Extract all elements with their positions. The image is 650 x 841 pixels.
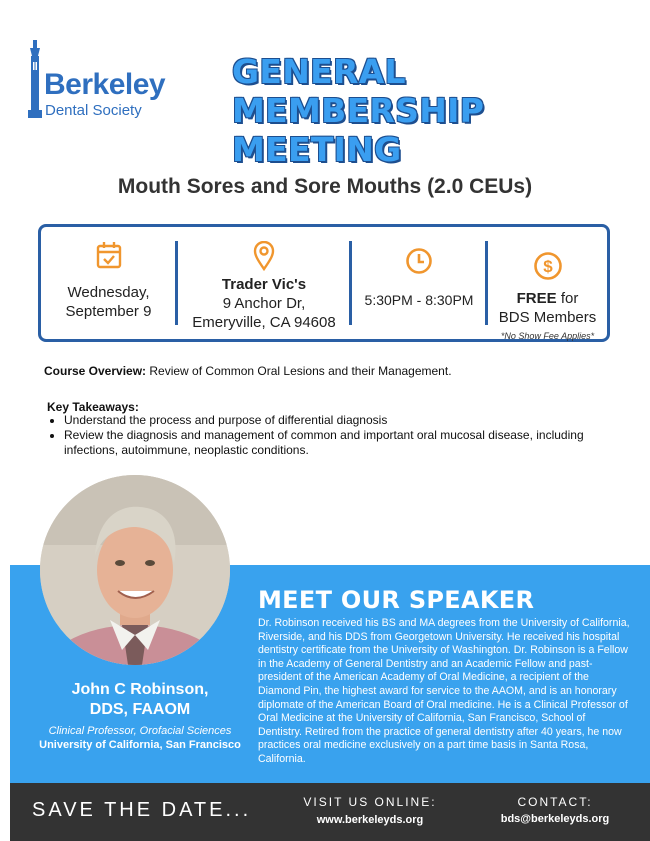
venue-name: Trader Vic's	[221, 276, 307, 293]
logo	[22, 40, 192, 120]
speaker-org: University of California, San Francisco	[39, 739, 241, 751]
contact-email-link[interactable]: bds@berkeleyds.org	[500, 813, 610, 825]
date-weekday: Wednesday,	[67, 284, 150, 301]
meeting-title	[232, 52, 642, 169]
price-for: for	[556, 290, 579, 307]
date-day: September 9	[65, 303, 152, 320]
list-item: • Understand the process and purpose of differential diagnosis	[64, 413, 624, 428]
meeting-title-line2: MEETING	[232, 130, 402, 169]
dollar-icon	[533, 251, 563, 281]
price-cell	[488, 227, 607, 339]
location-cell	[178, 227, 350, 339]
no-show-note: *No Show Fee Applies*	[500, 331, 595, 341]
course-title: Mouth Sores and Sore Mouths (2.0 CEUs)	[117, 175, 533, 198]
takeaways-heading: Key Takeaways:	[47, 400, 139, 414]
contact-heading: CONTACT:	[517, 795, 593, 809]
website-link[interactable]: www.berkeleyds.org	[316, 814, 424, 826]
price-text	[488, 289, 607, 346]
takeaways-list	[48, 413, 624, 458]
venue-street: 9 Anchor Dr,	[222, 295, 306, 312]
logo-subtitle: Dental Society	[45, 102, 142, 119]
course-overview	[44, 364, 452, 378]
calendar-icon	[96, 241, 122, 269]
date-cell	[41, 227, 176, 339]
price-members: BDS Members	[498, 309, 597, 326]
map-pin-icon	[253, 241, 275, 271]
meeting-title-line1: GENERAL MEMBERSHIP	[232, 52, 485, 130]
speaker-photo	[40, 475, 230, 665]
clock-icon	[405, 247, 433, 275]
logo-name: Berkeley	[44, 68, 166, 101]
speaker-name	[20, 680, 260, 720]
speaker-portrait-image	[40, 475, 230, 665]
time-cell	[352, 227, 486, 339]
price-free: FREE	[516, 290, 557, 307]
campanile-icon	[26, 40, 44, 118]
date-text	[41, 283, 176, 321]
meet-speaker-heading: MEET OUR SPEAKER	[258, 586, 535, 614]
overview-text: Review of Common Oral Lesions and their Management.	[146, 364, 452, 378]
venue-city: Emeryville, CA 94608	[192, 314, 336, 331]
visit-heading: VISIT US ONLINE:	[303, 795, 437, 809]
save-the-date: SAVE THE DATE...	[32, 799, 252, 821]
overview-label: Course Overview:	[44, 364, 147, 378]
event-info-box	[38, 224, 610, 342]
speaker-name-line1: John C Robinson,	[71, 681, 209, 698]
location-text	[178, 275, 350, 332]
speaker-bio: Dr. Robinson received his BS and MA degrees from the University of California, Riverside, and his DDS from Georgetown University. He received his hospital dentistry certificate from the University of Washington. Dr. Robinson is a Fellow in the Academy of General Dentistry and an Academic Fellow and past-president of the American Academy of Oral Medicine, a recipient of the Diamond Pin, the highest award for service to the AAOM, and is an honorary diplomate of the American Board of Oral medicine. He is a Clinical Professor of Oral Medicine at the University of California, San Francisco, School of Dentistry. Retired from the practice of general dentistry after 40 years, he now practices oral medicine exclusively on a part time basis in Santa Rosa, California.	[258, 617, 630, 765]
speaker-name-line2: DDS, FAAOM	[89, 701, 191, 718]
speaker-role: Clinical Professor, Orofacial Sciences	[48, 725, 232, 737]
svg-text:$: $	[542, 257, 553, 276]
time-text: 5:30PM - 8:30PM	[364, 292, 474, 308]
list-item: • Review the diagnosis and management of common and important oral mucosal disease, including infections, autoimmune, neoplastic conditions.	[64, 428, 624, 458]
